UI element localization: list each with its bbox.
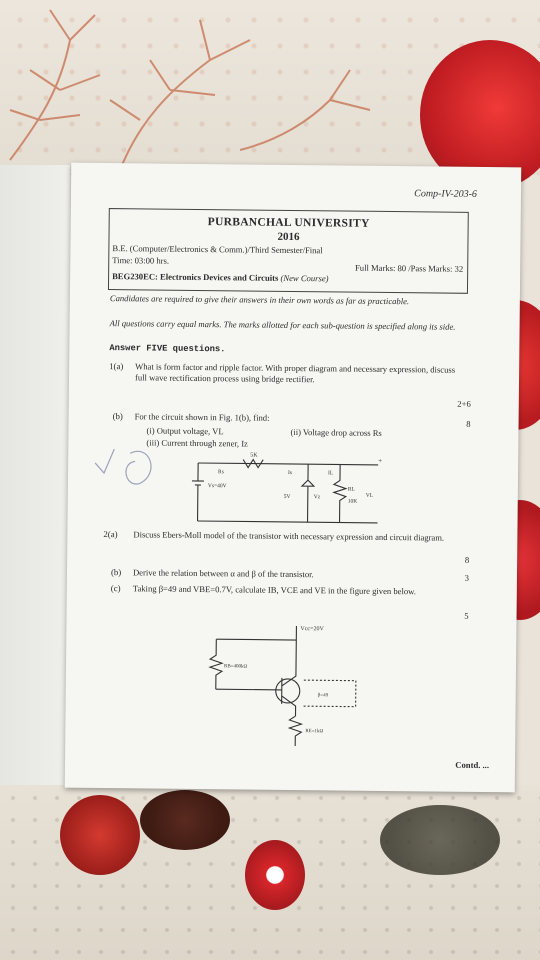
continued-label: Contd. ... (455, 759, 490, 771)
exam-year: 2016 (277, 230, 300, 244)
flower-decoration (60, 795, 140, 875)
university-name: PURBANCHAL UNIVERSITY (207, 216, 370, 230)
q2c-number: (c) (110, 583, 121, 594)
annotation-box (304, 680, 356, 707)
q2a-marks: 8 (464, 554, 470, 565)
fig-label-il: IL (328, 470, 334, 477)
fig-label-re: RE=1kΩ (305, 729, 324, 735)
q1b-part-i: (i) Output voltage, VL (146, 425, 224, 437)
program-line: B.E. (Computer/Electronics & Comm.)/Third Semester/Final (112, 243, 323, 256)
q1a-marks: 2+6 (457, 398, 471, 409)
fig-label-rs: Rs (218, 469, 224, 476)
resistor-re (289, 716, 301, 746)
instruction-1: Candidates are required to give their answers in their own words as far as practicable. (109, 293, 410, 307)
q1b-marks: 8 (466, 418, 471, 429)
q1a-text: What is form factor and ripple factor. With proper diagram and necessary expression, discuss full wave rectification process using bridge rectifier. (134, 361, 456, 385)
pen-scribble (90, 443, 171, 494)
leaf-decoration (380, 805, 500, 875)
fig-label-rl: RL (347, 486, 355, 493)
q2a-text: Discuss Ebers-Moll model of the transistor with necessary expression and circuit diagram. (133, 529, 445, 543)
q2b-marks: 3 (464, 572, 470, 583)
fig-label-10k: 10K (347, 498, 358, 505)
underlying-page (0, 165, 70, 790)
flower-decoration (140, 790, 230, 850)
resistor-rl (334, 464, 347, 522)
instruction-2: All questions carry equal marks. The marks allotted for each sub-question is specified along its side. (109, 318, 456, 332)
zener-diode (302, 464, 315, 522)
top-wire (198, 463, 378, 465)
q1b-text: For the circuit shown in Fig. 1(b), find: (134, 411, 270, 423)
q2b-text: Derive the relation between α and β of the transistor. (132, 567, 314, 580)
fig-label-beta: β=49 (317, 693, 329, 699)
q2a-number: 2(a) (103, 529, 118, 540)
marks-line: Full Marks: 80 /Pass Marks: 32 (354, 262, 464, 274)
fig-label-5v: 5V (283, 493, 291, 500)
figure-1b-circuit (188, 449, 389, 526)
course-code: BEG230EC: Electronics Devices and Circuits (112, 271, 279, 283)
transistor-symbol (216, 639, 297, 716)
flower-decoration (245, 840, 305, 910)
source-symbol (192, 463, 205, 521)
fig-label-vs: Vs=40V (207, 483, 227, 490)
handwritten-note: Comp-IV-203-6 (414, 188, 478, 200)
q2c-marks: 5 (464, 610, 469, 621)
q1b-part-iii: (iii) Current through zener, Iz (146, 437, 248, 449)
vcc-wire (216, 625, 296, 640)
fig-label-vl: VL (365, 492, 374, 499)
fig-label-plus: + (378, 456, 383, 465)
resistor-rb (210, 639, 223, 689)
q2c-text: Taking β=49 and VBE=0.7V, calculate IB, VCE and VE in the figure given below. (132, 583, 417, 597)
figure-2c-circuit (205, 619, 376, 751)
q2b-number: (b) (110, 567, 122, 578)
time-line: Time: 03:00 hrs. (112, 255, 170, 266)
fig-label-vcc: Vcc=20V (300, 626, 324, 633)
fig-label-5k: 5K (250, 452, 258, 459)
q1b-number: (b) (112, 411, 123, 422)
header-box (108, 208, 469, 294)
bottom-wire (198, 521, 378, 523)
course-note: (New Course) (280, 272, 329, 284)
tablecloth-bottom (0, 785, 540, 960)
fig-label-vz: Vz (313, 494, 321, 501)
fig-label-is: Is (288, 469, 293, 476)
q1a-number: 1(a) (109, 361, 124, 372)
exam-paper (65, 163, 522, 793)
answer-instruction: Answer FIVE questions. (109, 343, 226, 355)
course-line (112, 271, 329, 283)
transistor-circle (276, 679, 300, 703)
fig-label-rb: RB=400kΩ (223, 664, 248, 670)
q1b-part-ii: (ii) Voltage drop across Rs (290, 426, 382, 438)
